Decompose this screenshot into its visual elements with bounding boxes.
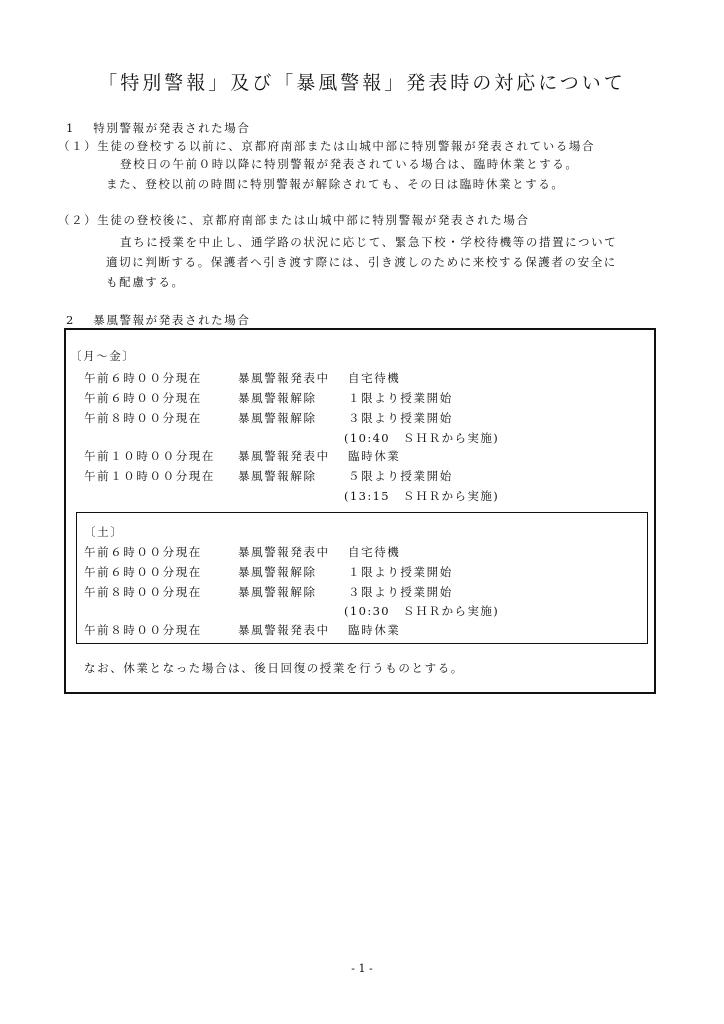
saturday-row-status: 暴風警報解除 [238, 585, 317, 599]
weekday-row-status: 暴風警報解除 [238, 469, 317, 483]
section2-heading: 2 暴風警報が発表された場合 [66, 313, 251, 327]
saturday-row-action: ３限より授業開始 [348, 585, 453, 599]
saturday-row-time: 午前６時００分現在 [84, 545, 202, 559]
weekday-row-note: (13:15 ＳＨＲから実施) [344, 489, 500, 503]
weekday-label: 〔月～金〕 [70, 349, 136, 363]
closing-note: なお、休業となった場合は、後日回復の授業を行うものとする。 [84, 661, 464, 675]
saturday-row-status: 暴風警報発表中 [238, 545, 330, 559]
weekday-row-status: 暴風警報解除 [238, 391, 317, 405]
saturday-label: 〔土〕 [84, 525, 124, 539]
saturday-row-action: 臨時休業 [348, 623, 401, 637]
weekday-row-action: 臨時休業 [348, 449, 401, 463]
saturday-row-time: 午前６時００分現在 [84, 565, 202, 579]
weekday-row-time: 午前１０時００分現在 [84, 449, 215, 463]
weekday-row-note: (10:40 ＳＨＲから実施) [344, 431, 500, 445]
weekday-row-status: 暴風警報解除 [238, 411, 317, 425]
saturday-row-time: 午前８時００分現在 [84, 623, 202, 637]
saturday-row-action: 自宅待機 [348, 545, 401, 559]
weekday-row-action: ５限より授業開始 [348, 469, 453, 483]
saturday-row-action: １限より授業開始 [348, 565, 453, 579]
saturday-row-note: (10:30 ＳＨＲから実施) [344, 604, 500, 618]
section1-item2-text: 適切に判断する。保護者へ引き渡す際には、引き渡しのために来校する保護者の安全に [106, 255, 617, 269]
section1-item2-text: も配慮する。 [106, 275, 185, 289]
saturday-row-status: 暴風警報解除 [238, 565, 317, 579]
section1-item1-text: また、登校以前の時間に特別警報が解除されても、その日は臨時休業とする。 [106, 177, 565, 191]
section1-item1-heading: （１）生徒の登校する以前に、京都府南部または山城中部に特別警報が発表されている場合 [58, 139, 596, 153]
weekday-row-status: 暴風警報発表中 [238, 449, 330, 463]
weekday-row-time: 午前６時００分現在 [84, 371, 202, 385]
weekday-row-action: ３限より授業開始 [348, 411, 453, 425]
weekday-row-status: 暴風警報発表中 [238, 371, 330, 385]
section1-item2-text: 直ちに授業を中止し、通学路の状況に応じて、緊急下校・学校待機等の措置について [120, 235, 618, 249]
section1-item2-heading: （２）生徒の登校後に、京都府南部または山城中部に特別警報が発表された場合 [58, 213, 530, 227]
saturday-row-time: 午前８時００分現在 [84, 585, 202, 599]
weekday-row-time: 午前６時００分現在 [84, 391, 202, 405]
weekday-row-action: 自宅待機 [348, 371, 401, 385]
section1-item1-text: 登校日の午前０時以降に特別警報が発表されている場合は、臨時休業とする。 [120, 157, 579, 171]
section1-heading: 1 特別警報が発表された場合 [66, 121, 251, 135]
weekday-row-time: 午前１０時００分現在 [84, 469, 215, 483]
weekday-row-action: １限より授業開始 [348, 391, 453, 405]
document-title: 「特別警報」及び「暴風警報」発表時の対応について [98, 72, 626, 94]
saturday-row-status: 暴風警報発表中 [238, 623, 330, 637]
page-number: - 1 - [351, 962, 373, 975]
weekday-row-time: 午前８時００分現在 [84, 411, 202, 425]
